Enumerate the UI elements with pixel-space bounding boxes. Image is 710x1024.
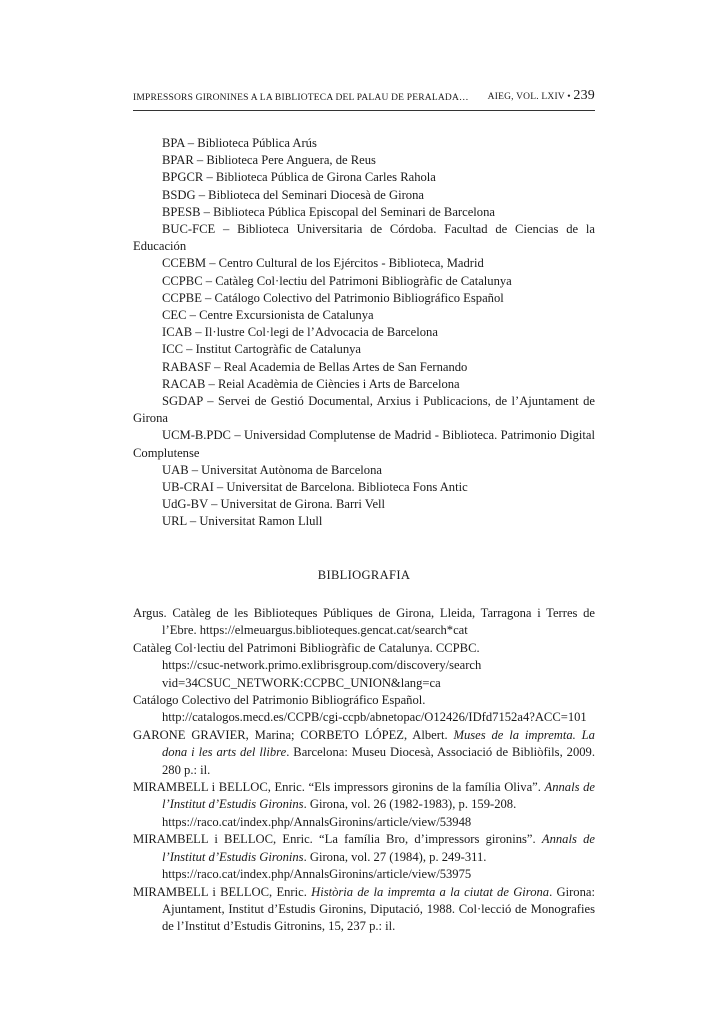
bibliography-entry (133, 605, 595, 640)
abbreviations-list (133, 135, 595, 531)
entry-journal: Annals de l’Institut d’Estudis Gironins (162, 780, 595, 812)
abbreviation-item: BPESB – Biblioteca Pública Episcopal del Seminari de Barcelona (162, 204, 495, 219)
abbreviation-item: UB-CRAI – Universitat de Barcelona. Biblioteca Fons Antic (162, 480, 468, 495)
abbreviation-item: UCM-B.PDC – Universidad Complutense de Madrid - Biblioteca. Patrimonio Digital Complutense (133, 428, 595, 460)
entry-url-block (133, 866, 595, 883)
abbreviation-item: CCPBE – Catálogo Colectivo del Patrimonio Bibliográfico Español (162, 290, 504, 305)
entry-url[interactable]: https://raco.cat/index.php/AnnalsGironins/article/view/53948 (162, 814, 472, 829)
entry-details: . Girona, vol. 26 (1982-1983), p. 159-208. (303, 797, 517, 812)
bibliography-entry (133, 727, 595, 779)
entry-details: . Barcelona: Museu Diocesà, Associació de Bibliòfils, 2009. 280 p.: il. (162, 745, 596, 777)
entry-title: Muses de la impremta. La dona i les arts del llibre (162, 727, 595, 760)
bibliography-entry (133, 640, 595, 657)
page-number: 239 (573, 88, 595, 103)
abbreviation-item: BPAR – Biblioteca Pere Anguera, de Reus (162, 153, 376, 168)
abbreviation-item: UAB – Universitat Autònoma de Barcelona (162, 462, 382, 477)
entry-text: Catálogo Colectivo del Patrimonio Bibliográfico Español. (133, 693, 426, 708)
entry-details: . Girona, vol. 27 (1984), p. 249-311. (303, 849, 487, 864)
abbreviation-item: RACAB – Reial Acadèmia de Ciències i Arts de Barcelona (162, 376, 460, 391)
abbreviation-item: BSDG – Biblioteca del Seminari Diocesà de Girona (162, 187, 424, 202)
abbreviation-item: ICAB – Il·lustre Col·legi de l’Advocacia de Barcelona (162, 325, 438, 340)
entry-url-block (133, 709, 595, 726)
bibliography-entry (133, 692, 595, 709)
running-header (133, 88, 595, 111)
abbreviation-item: URL – Universitat Ramon Llull (162, 514, 323, 529)
entry-details: . Girona: Ajuntament, Institut d’Estudis Gironins, Diputació, 1988. Col·lecció de Monografies de l’Institut d’Estudis Gitronins, 15, 237 p.: il. (162, 884, 595, 934)
bibliography-entry (133, 831, 595, 866)
bibliography-heading: BIBLIOGRAFIA (317, 568, 411, 582)
entry-journal: Annals de l’Institut d’Estudis Gironins (162, 832, 595, 864)
entry-url[interactable]: vid=34CSUC_NETWORK:CCPBC_UNION&lang=ca (162, 675, 441, 690)
abbreviation-item: BUC-FCE – Biblioteca Universitaria de Córdoba. Facultad de Ciencias de la Educación (133, 222, 595, 254)
journal-page-info (488, 88, 595, 104)
bullet-separator: • (567, 92, 571, 102)
abbreviation-item: CCEBM – Centro Cultural de los Ejércitos - Biblioteca, Madrid (162, 256, 484, 271)
abbreviation-item: BPA – Biblioteca Pública Arús (162, 136, 317, 150)
entry-title: Història de la impremta a la ciutat de Girona (311, 884, 550, 899)
entry-url[interactable]: https://csuc-network.primo.exlibrisgroup.com/discovery/search (162, 658, 482, 673)
abbreviation-item: CCPBC – Catàleg Col·lectiu del Patrimoni Bibliogràfic de Catalunya (162, 273, 512, 288)
abbreviation-item: ICC – Institut Cartogràfic de Catalunya (162, 342, 362, 357)
entry-authors: MIRAMBELL i BELLOC, Enric. “Els impressors gironins de la família Oliva”. (133, 780, 545, 795)
entry-authors: MIRAMBELL i BELLOC, Enric. (133, 884, 312, 899)
bibliography-list (133, 605, 595, 936)
abbreviation-item: CEC – Centre Excursionista de Catalunya (162, 308, 374, 323)
bibliography-entry (133, 779, 595, 814)
journal-label: AIEG, VOL. LXIV (487, 92, 565, 102)
entry-authors: GARONE GRAVIER, Marina; CORBETO LÓPEZ, Albert. (133, 727, 454, 742)
abbreviation-item: RABASF – Real Academia de Bellas Artes de San Fernando (162, 359, 468, 374)
entry-url[interactable]: http://catalogos.mecd.es/CCPB/cgi-ccpb/abnetopac/O12426/IDfd7152a4?ACC=101 (162, 710, 587, 725)
abbreviation-item: SGDAP – Servei de Gestió Documental, Arxius i Publicacions, de l’Ajuntament de Girona (133, 394, 595, 426)
running-title: IMPRESSORS GIRONINES A LA BIBLIOTECA DEL PALAU DE PERALADA… (133, 93, 469, 103)
abbreviation-item: UdG-BV – Universitat de Girona. Barri Vell (162, 497, 386, 512)
bibliography-entry (133, 884, 595, 936)
entry-authors: MIRAMBELL i BELLOC, Enric. “La família Bro, d’impressors gironins”. (133, 832, 542, 847)
entry-url-block (133, 814, 595, 831)
abbreviation-item: BPGCR – Biblioteca Pública de Girona Carles Rahola (162, 170, 436, 185)
entry-text: Catàleg Col·lectiu del Patrimoni Bibliogràfic de Catalunya. CCPBC. (133, 640, 480, 655)
entry-url[interactable]: https://raco.cat/index.php/AnnalsGironins/article/view/53975 (162, 867, 472, 882)
entry-url-block (133, 657, 595, 692)
entry-text: Argus. Catàleg de les Biblioteques Públiques de Girona, Lleida, Tarragona i Terres de l’Ebre. https://elmeuargus.biblioteques.gencat.cat/search*cat (133, 606, 595, 638)
